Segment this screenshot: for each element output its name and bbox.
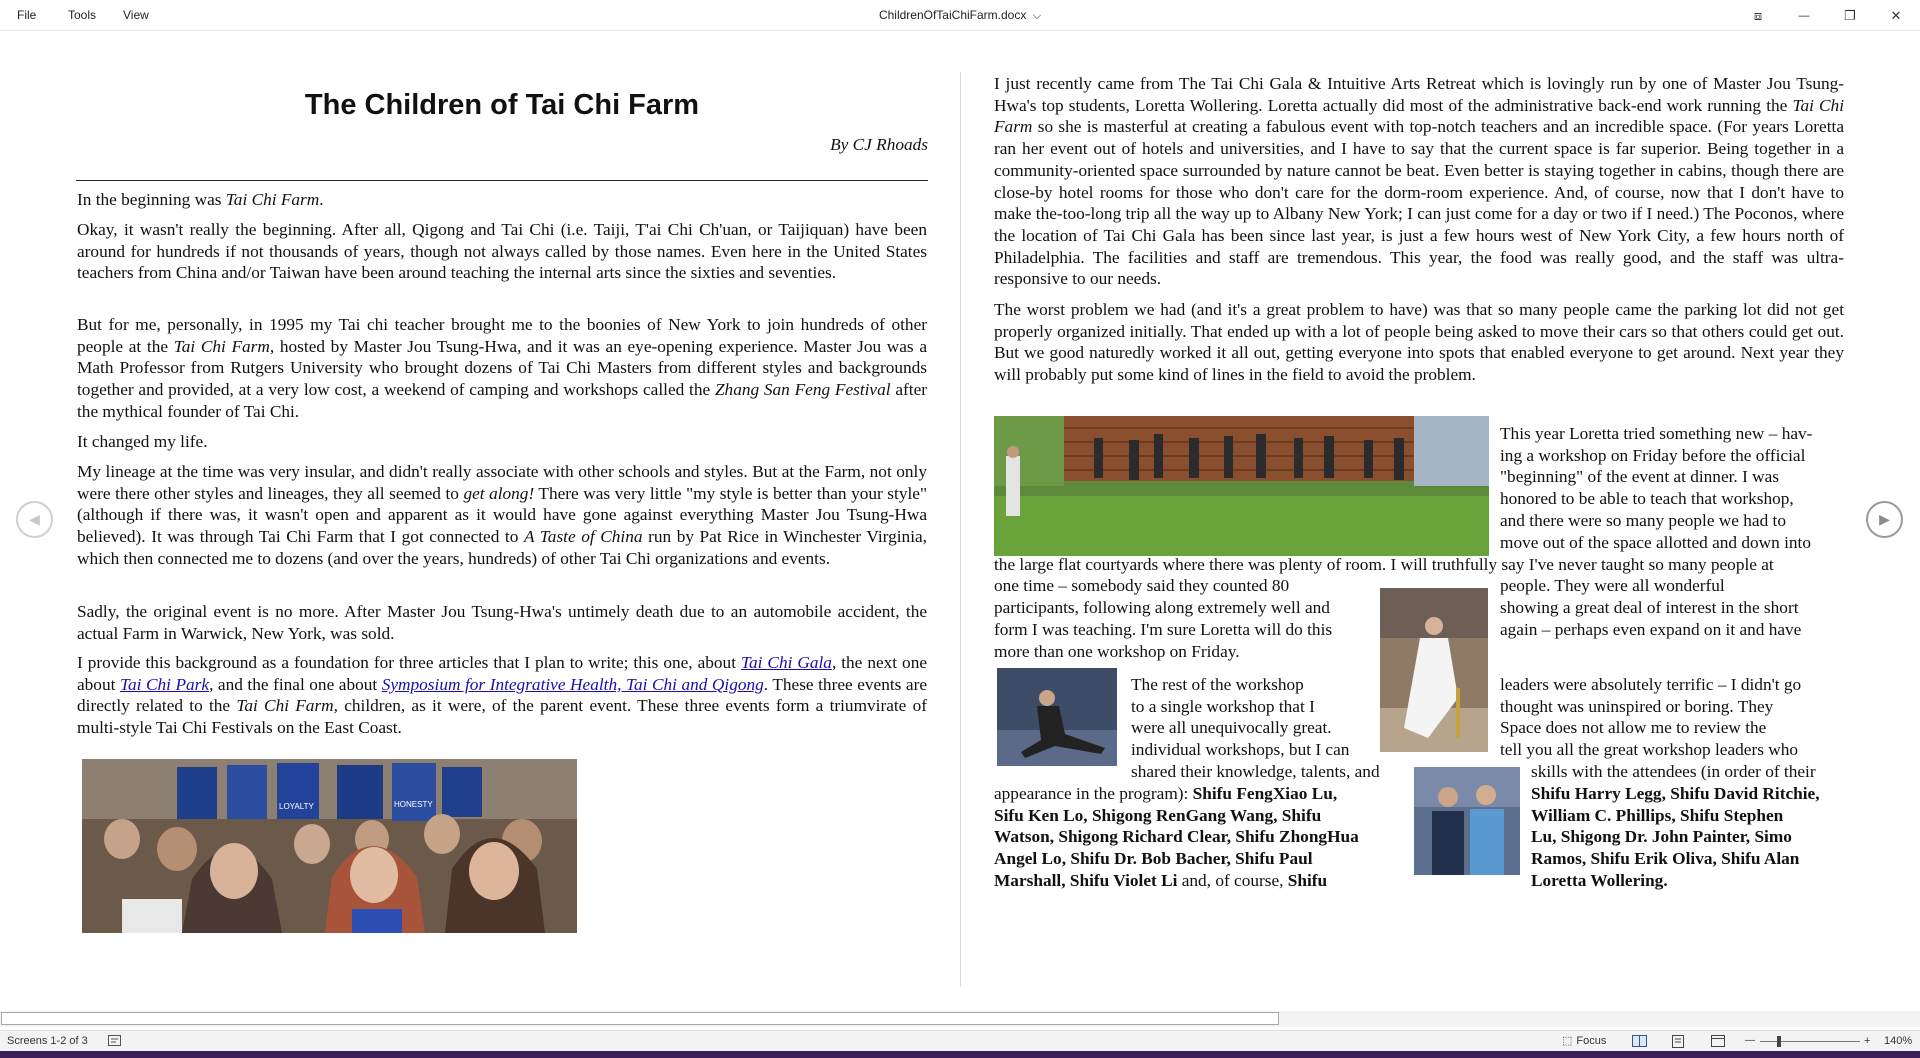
horizontal-scrollbar[interactable] [0, 1011, 1920, 1027]
text-line: individual workshops, but I can [1131, 740, 1350, 759]
text-run-bold: Shifu [1287, 871, 1328, 890]
page-separator [960, 72, 961, 987]
text-run: after the mythical founder of Tai Chi. [77, 380, 927, 421]
text-run-italic: Tai Chi Farm [994, 95, 1844, 137]
text-run: I provide this background as a foundation for three articles that I plan to write; this one, about [77, 653, 741, 672]
text-run: , the next one about [77, 653, 928, 694]
paragraph-4: It changed my life. [77, 432, 208, 451]
text-run-italic: Tai Chi Farm [225, 190, 320, 209]
zoom-slider[interactable] [1760, 1031, 1860, 1052]
text-run: so she is masterful at creating a fabulous event with top-notch teachers and an incredible space. (For years Loretta ran her event out of hotels and universities, and I have to say that the current space is far superior. Being together in a community-oriented space surrounded by nature cannot be beat. Even better is staying together in cabins, though there are close-by hotel rooms for those who don't care for the dorm-room experience. And, of course, now that I don't have to make the-too-long trip all the way up to Albany New York; I can just come for a day or two if I need.) The Poconos, where the location of Tai Chi Gala has been since last year, is just a few hours west of New York City, a few hours north of Philadelphia. The facilities and staff are tremendous. This year, the food was really good, and the staff was ultra-responsive to our needs. [994, 117, 1844, 289]
text-line: Ramos, Shifu Erik Oliva, Shifu Alan [1531, 849, 1800, 868]
paragraph-2: Okay, it wasn't really the beginning. After all, Qigong and Tai Chi (i.e. Taiji, T'ai Chi Ch'uan, or Taijiquan) have been around for hundreds if not thousands of years, though not always called by those names. Even here in the United States teachers from China and/or Taiwan have been around teaching the internal arts since the sixties and seventies. [77, 220, 927, 283]
text-run: children, as it were, of the parent event. These three events form a triumvirate of multi-style Tai Chi Festivals on the East Coast. [77, 696, 927, 738]
title-bar [0, 0, 1920, 31]
immersive-reader-icon[interactable]: ⧈ [1753, 7, 1763, 23]
text-run: , hosted by Master Jou Tsung-Hwa, and it was an eye-opening experience. Master Jou was a Math Professor from Rutgers University who brought dozens of Tai Chi Masters from different styles and backgrounds together and provided, at a very low cost, a weekend of camping and workshops called the [77, 336, 928, 400]
paragraph-6: Sadly, the original event is no more. After Master Jou Tsung-Hwa's untimely death due to an automobile accident, the actual Farm in Warwick, New York, was sold. [77, 602, 927, 643]
document-title-container [0, 0, 1920, 31]
text-line: Angel Lo, Shifu Dr. Bob Bacher, Shifu Paul [994, 849, 1313, 868]
text-line: ing a workshop on Friday before the official [1500, 446, 1806, 465]
taskbar-strip [0, 1051, 1920, 1058]
focus-icon: ⬚ [1562, 1035, 1573, 1047]
focus-label: Focus [1576, 1035, 1607, 1047]
focus-button[interactable] [1562, 1031, 1606, 1052]
text-run: . These three events are directly related to the [77, 674, 928, 716]
text-run: and, of course, [1177, 871, 1288, 890]
chevron-left-icon: ◀ [29, 511, 40, 527]
text-line: move out of the space allotted and down into [1500, 533, 1811, 552]
byline: By CJ Rhoads [830, 135, 928, 154]
text-run-italic: A Taste of China [523, 527, 643, 547]
audience-photo[interactable] [82, 759, 577, 933]
text-run-italic: Zhang San Feng Festival [714, 380, 891, 400]
text-line: Watson, Shigong Richard Clear, Shifu ZhongHua [994, 827, 1359, 846]
text-line [994, 870, 1327, 892]
title-rule [76, 180, 928, 181]
text-run: There was very little "my style is better than your style" (although if there was, it wasn't open and apparent as it would have gone against everything Master Jou Tsung-Hwa believed). It was through Tai Chi Farm that I got connected to [77, 483, 927, 547]
link-tai-chi-gala[interactable]: Tai Chi Gala [740, 653, 832, 672]
text-line: This year Loretta tried something new – hav- [1500, 424, 1813, 443]
text-line: to a single workshop that I [1131, 697, 1315, 716]
paragraph-5 [77, 461, 927, 570]
text-run-bold: Marshall, Shifu Violet Li [994, 871, 1178, 890]
text-line: showing a great deal of interest in the short [1500, 598, 1799, 617]
text-line: honored to be able to teach that workshop, [1500, 489, 1794, 508]
next-screen-button[interactable] [1866, 501, 1903, 538]
document-page-right [994, 31, 1844, 1011]
paragraph-1 [77, 189, 927, 211]
text-line: tell you all the great workshop leaders who [1500, 740, 1799, 759]
text-line: thought was uninspired or boring. They [1500, 697, 1774, 716]
right-paragraph-1 [994, 73, 1844, 290]
low-stance-photo[interactable] [997, 668, 1117, 766]
text-line: The rest of the workshop [1131, 675, 1304, 694]
text-line: "beginning" of the event at dinner. I was [1500, 467, 1780, 486]
text-run: My lineage at the time was very insular, and didn't really associate with other schools and styles. But at the Farm, not only were there other styles and lineages, they all seemed to [77, 462, 927, 503]
document-page-left [77, 31, 927, 1011]
web-layout-icon[interactable] [1711, 1031, 1725, 1052]
status-bar [0, 1030, 1920, 1051]
text-line: again – perhaps even expand on it and have [1500, 620, 1802, 639]
zoom-level[interactable]: 140% [1884, 1035, 1913, 1047]
minimize-icon[interactable]: — [1798, 9, 1810, 22]
close-icon[interactable]: ✕ [1890, 7, 1902, 23]
text-line: Lu, Shigong Dr. John Painter, Simo [1531, 827, 1792, 846]
text-line: participants, following along extremely well and [994, 598, 1330, 617]
right-paragraph-2: The worst problem we had (and it's a great problem to have) was that so many people came the parking lot did not get properly organized initially. That ended up with a lot of people being asked to move their cars so that others could get out. But we good naturedly worked it all out, getting everyone into spots that enabled everyone to get around. Next year they will probably put some kind of lines in the field to avoid the problem. [994, 300, 1844, 385]
banner-text: HONESTY [394, 800, 433, 809]
menu-file[interactable]: File [17, 8, 37, 22]
outdoor-workshop-photo[interactable] [994, 416, 1489, 556]
banner-text: LOYALTY [279, 802, 314, 811]
scrollbar-thumb[interactable] [1, 1012, 1279, 1025]
two-instructors-photo[interactable] [1414, 767, 1520, 875]
zoom-out-icon[interactable]: — [1745, 1035, 1755, 1046]
text-run: , and the final one about [209, 674, 382, 694]
zoom-slider-thumb[interactable] [1777, 1036, 1781, 1047]
menu-tools[interactable]: Tools [68, 8, 97, 22]
tai-chi-performer-photo[interactable] [1380, 588, 1488, 752]
text-run: But for me, personally, in 1995 my Tai chi teacher brought me to the boonies of New York to join hundreds of other people at the [77, 315, 927, 356]
zoom-in-icon[interactable]: + [1864, 1035, 1871, 1047]
restore-icon[interactable]: ❐ [1844, 7, 1856, 23]
document-title[interactable]: ChildrenOfTaiChiFarm.docx [878, 8, 1027, 22]
previous-screen-button[interactable] [16, 501, 53, 538]
text-line: leaders were absolutely terrific – I didn't go [1500, 675, 1802, 694]
text-line: Space does not allow me to review the [1500, 718, 1767, 737]
menu-view[interactable]: View [123, 8, 149, 22]
text-line: shared their knowledge, talents, and [1131, 762, 1380, 781]
text-line: form I was teaching. I'm sure Loretta will do this [994, 620, 1333, 639]
read-mode-icon[interactable] [1632, 1031, 1647, 1052]
text-line [994, 783, 1337, 805]
text-line: and there were so many people we had to [1500, 511, 1786, 530]
link-symposium[interactable]: Symposium for Integrative Health, Tai Chi and Qigong [381, 674, 764, 694]
article-title: The Children of Tai Chi Farm [304, 89, 700, 121]
text-line: Loretta Wollering. [1531, 871, 1668, 890]
screen-counter: Screens 1-2 of 3 [7, 1035, 88, 1047]
text-line: one time – somebody said they counted 80 [994, 576, 1290, 595]
print-layout-icon[interactable] [1672, 1031, 1684, 1052]
text-run-italic: Tai Chi Farm, [236, 696, 338, 716]
text-line: Sifu Ken Lo, Shigong RenGang Wang, Shifu [994, 806, 1322, 825]
chevron-right-icon: ▶ [1879, 511, 1890, 527]
text-run-italic: get along! [463, 483, 535, 503]
text-run: I just recently came from The Tai Chi Gala & Intuitive Arts Retreat which is lovingly run by one of Master Jou Tsung-Hwa's top students, Loretta Wollering. Loretta actually did most of the administrative back-end work running the [994, 74, 1844, 115]
text-line: the large flat courtyards where there was plenty of room. I will truthfully say I've never taught so many people at [994, 555, 1774, 574]
text-line: skills with the attendees (in order of their [1531, 762, 1816, 781]
accessibility-icon[interactable] [108, 1031, 121, 1052]
text-line: were all unequivocally great. [1131, 718, 1332, 737]
paragraph-3 [77, 314, 927, 423]
link-tai-chi-park[interactable]: Tai Chi Park [119, 674, 210, 694]
text-run: run by Pat Rice in Winchester Virginia, which then connected me to dozens (and over the years, hundreds) of other Tai Chi organizations and events. [77, 527, 927, 568]
text-line: people. They were all wonderful [1500, 576, 1725, 595]
text-run-italic: Tai Chi Farm [173, 336, 270, 356]
text-run: In the beginning was [77, 190, 226, 209]
text-line: more than one workshop on Friday. [994, 642, 1240, 661]
text-run-bold: Shifu FengXiao Lu, [1192, 784, 1338, 803]
paragraph-7 [77, 652, 927, 739]
text-run: . [319, 190, 324, 209]
text-line: Shifu Harry Legg, Shifu David Ritchie, [1531, 784, 1820, 803]
text-run: appearance in the program): [994, 784, 1193, 803]
text-line: William C. Phillips, Shifu Stephen [1531, 806, 1784, 825]
chevron-down-icon[interactable]: ⌵ [1032, 10, 1042, 22]
